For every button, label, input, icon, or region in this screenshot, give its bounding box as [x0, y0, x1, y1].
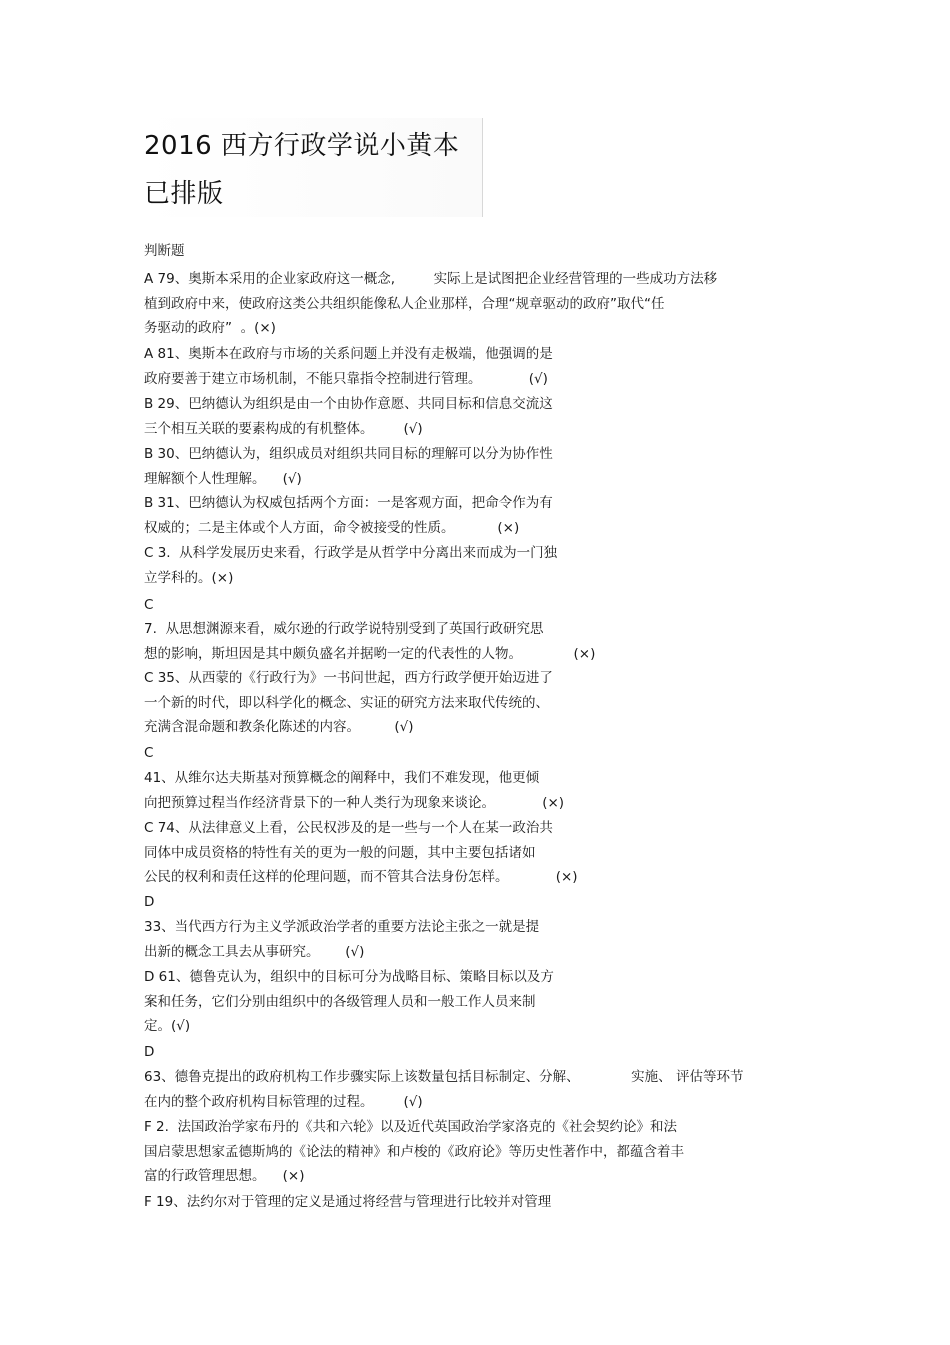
- question-item: [144, 1190, 844, 1215]
- question-item: [144, 1040, 844, 1065]
- question-item: [144, 816, 844, 890]
- question-line: D: [144, 894, 155, 910]
- question-line: 7. 从思想渊源来看，威尔逊的行政学说特别受到了英国行政研究思: [144, 621, 544, 637]
- question-line: 41、从维尔达夫斯基对预算概念的阐释中，我们不难发现，他更倾: [144, 770, 540, 786]
- question-line: 公民的权利和责任这样的伦理问题，而不管其合法身份怎样。 (×): [144, 869, 578, 885]
- question-line: 向把预算过程当作经济背景下的一种人类行为现象来谈论。 (×): [144, 794, 565, 811]
- question-line: 出新的概念工具去从事研究。 (√): [144, 943, 365, 960]
- question-item: [144, 491, 844, 540]
- question-item: [144, 1115, 844, 1189]
- question-item: [144, 593, 844, 618]
- question-line: 国启蒙思想家孟德斯鸠的《论法的精神》和卢梭的《政府论》等历史性著作中，都蕴含着丰: [144, 1143, 684, 1160]
- question-line: 富的行政管理思想。 (×): [144, 1168, 305, 1184]
- question-item: [144, 890, 844, 915]
- question-line: C 3. 从科学发展历史来看，行政学是从哲学中分离出来而成为一门独: [144, 545, 558, 561]
- question-line: 33、当代西方行为主义学派政治学者的重要方法论主张之一就是提: [144, 919, 540, 935]
- question-line: B 31、巴纳德认为权威包括两个方面：一是客观方面，把命令作为有: [144, 495, 553, 511]
- question-line: 充满含混命题和教条化陈述的内容。 (√): [144, 719, 414, 735]
- question-line: F 19、法约尔对于管理的定义是通过将经营与管理进行比较并对管理: [144, 1194, 552, 1210]
- question-item: [144, 915, 844, 964]
- question-line: 定。(√): [144, 1018, 191, 1034]
- question-line: 立学科的。(×): [144, 569, 234, 586]
- document-title-box: [142, 118, 483, 217]
- question-line: A 79、奥斯本采用的企业家政府这一概念, 实际上是试图把企业经营管理的一些成功方法移: [144, 271, 718, 287]
- question-line: 同体中成员资格的特性有关的更为一般的问题，其中主要包括诸如: [144, 844, 536, 861]
- question-item: [144, 442, 844, 491]
- question-line: D 61、德鲁克认为，组织中的目标可分为战略目标、策略目标以及方: [144, 969, 554, 985]
- question-item: [144, 392, 844, 441]
- question-line: B 29、巴纳德认为组织是由一个由协作意愿、共同目标和信息交流这: [144, 396, 553, 412]
- question-line: C 35、从西蒙的《行政行为》一书问世起，西方行政学便开始迈进了: [144, 670, 553, 686]
- question-item: [144, 766, 844, 815]
- question-line: C 74、从法律意义上看，公民权涉及的是一些与一个人在某一政治共: [144, 820, 553, 836]
- document-title: 2016 西方行政学说小黄本: [144, 131, 460, 161]
- question-item: [144, 267, 844, 341]
- question-line: A 81、奥斯本在政府与市场的关系问题上并没有走极端，他强调的是: [144, 346, 553, 362]
- question-line: 三个相互关联的要素构成的有机整体。 (√): [144, 420, 423, 437]
- question-item: [144, 617, 844, 666]
- question-line: 政府要善于建立市场机制，不能只靠指令控制进行管理。 (√): [144, 370, 548, 387]
- question-item: [144, 965, 844, 1039]
- question-line: D: [144, 1044, 155, 1060]
- document-subtitle: 已排版: [144, 179, 224, 209]
- question-item: [144, 741, 844, 766]
- question-line: 理解额个人性理解。 (√): [144, 470, 302, 487]
- question-line: 植到政府中来，使政府这类公共组织能像私人企业那样，合理“规章驱动的政府”取代“任: [144, 295, 665, 312]
- question-line: 在内的整个政府机构目标管理的过程。 (√): [144, 1093, 423, 1110]
- question-line: C: [144, 745, 154, 761]
- section-heading: 判断题: [144, 243, 185, 259]
- question-line: 一个新的时代，即以科学化的概念、实证的研究方法来取代传统的、: [144, 694, 549, 711]
- question-line: 63、德鲁克提出的政府机构工作步骤实际上该数量包括目标制定、分解、 实施、 评估等环节: [144, 1069, 744, 1085]
- question-item: [144, 342, 844, 391]
- question-line: 权威的；二是主体或个人方面，命令被接受的性质。 (×): [144, 519, 520, 536]
- question-item: [144, 541, 844, 590]
- question-line: 务驱动的政府” 。(×): [144, 320, 276, 336]
- question-line: C: [144, 597, 154, 613]
- question-line: 想的影响，斯坦因是其中颇负盛名并据哟一定的代表性的人物。 (×): [144, 645, 596, 662]
- question-line: B 30、巴纳德认为，组织成员对组织共同目标的理解可以分为协作性: [144, 446, 553, 462]
- question-item: [144, 666, 844, 740]
- question-item: [144, 1065, 844, 1114]
- question-line: 案和任务，它们分别由组织中的各级管理人员和一般工作人员来制: [144, 993, 536, 1010]
- question-line: F 2. 法国政治学家布丹的《共和六轮》以及近代英国政治学家洛克的《社会契约论》和法: [144, 1119, 678, 1135]
